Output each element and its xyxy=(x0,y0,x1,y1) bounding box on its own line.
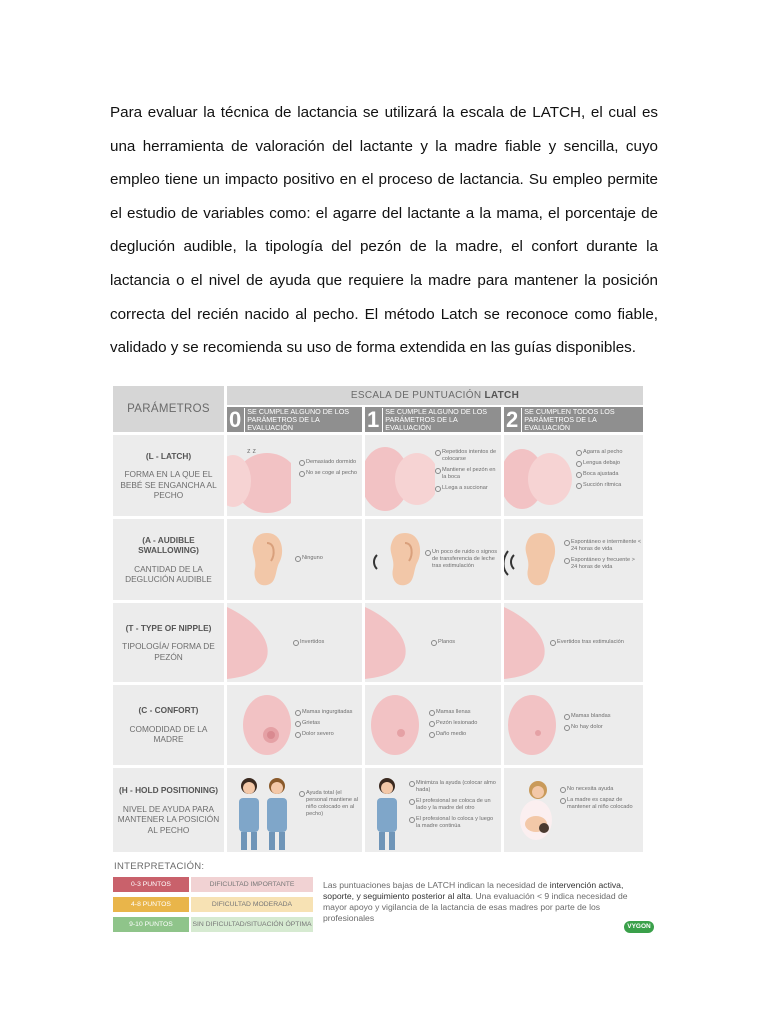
nurses-icon xyxy=(233,772,297,852)
criterion-item: Mamas ingurgitadas xyxy=(295,709,359,716)
difficulty-level: DIFICULTAD MODERADA xyxy=(191,897,313,912)
cell-hold-2 xyxy=(504,768,643,852)
ear-sound-icon xyxy=(504,529,560,589)
criterion-item: No necesita ayuda xyxy=(560,786,640,793)
criterion-item: Ninguno xyxy=(295,555,357,562)
criterion-item: Daño medio xyxy=(429,731,497,738)
row-code: (C - CONFORT) xyxy=(138,705,199,716)
points-range: 4-8 PUNTOS xyxy=(113,897,189,912)
difficulty-level: DIFICULTAD IMPORTANTE xyxy=(191,877,313,892)
breast-front-icon xyxy=(506,691,558,759)
difficulty-level: SIN DIFICULTAD/SITUACIÓN ÓPTIMA xyxy=(191,917,313,932)
brand-logo: VYGON xyxy=(624,921,654,933)
params-header: PARÁMETROS xyxy=(113,386,224,432)
criterion-item: Lengua debajo xyxy=(576,460,642,467)
breast-front-icon xyxy=(241,691,293,759)
row-code: (H - HOLD POSITIONING) xyxy=(118,785,219,795)
row-label-confort xyxy=(113,685,224,765)
criterion-item: Succión rítmica xyxy=(576,482,642,489)
intro-paragraph: Para evaluar la técnica de lactancia se utilizará la escala de LATCH, el cual es una herramienta de valoración del lactante y la madre fiable y sencilla, cuyo empleo tiene un impacto positivo en el proceso de lactancia. Su empleo permite el estudio de variables como: el agarre del lactante a la mama, el porcentaje de deglución audible, la tipología del pezón de la madre, el confort durante la lactancia o el nivel de ayuda que requiere la madre para mantener la posición correcta del recién nacido al pecho. El método Latch se reconoce como fiable, validado y se recomienda su uso de forma extendida en las guías disponibles. xyxy=(110,104,658,357)
cell-nipple-0 xyxy=(227,603,362,682)
criterion-item: Ayuda total (el personal mantiene al niño colocado en al pecho) xyxy=(299,790,359,818)
row-desc: FORMA EN LA QUE EL BEBÉ SE ENGANCHA AL PECHO xyxy=(120,469,217,500)
breast-icon xyxy=(227,607,277,679)
row-label-hold xyxy=(113,768,224,852)
score-text-line2: PARÁMETROS DE LA EVALUACIÓN xyxy=(247,414,320,432)
criterion-item: La madre es capaz de mantener al niño colocado xyxy=(560,797,640,811)
interpretation-row-2 xyxy=(113,917,313,932)
breast-baby-icon xyxy=(504,441,574,513)
nurse-icon xyxy=(369,772,405,852)
score-text xyxy=(244,408,362,432)
row-desc: NIVEL DE AYUDA PARA MANTENER LA POSICIÓN AL PECHO xyxy=(117,803,220,835)
criterion-item: Un poco de ruido o signos de transferencia de leche tras estimulación xyxy=(425,549,499,570)
criterion-item: El profesional lo coloca y luego la madre continúa xyxy=(409,816,499,830)
criterion-item: Espontáneo y frecuente > 24 horas de vida xyxy=(564,557,642,571)
ear-icon xyxy=(247,529,287,589)
criterion-item: LLega a succionar xyxy=(435,485,499,492)
criterion-item: Mamas blandas xyxy=(564,713,640,720)
criterion-item: Minimiza la ayuda (colocar almo hada) xyxy=(409,780,499,794)
row-desc: CANTIDAD DE LA DEGLUCIÓN AUDIBLE xyxy=(125,563,212,584)
breast-baby-icon xyxy=(365,441,435,513)
interpretation-row-0 xyxy=(113,877,313,892)
score-number: 0 xyxy=(229,407,242,432)
score-header-1 xyxy=(365,407,501,432)
criterion-item: Invertidos xyxy=(293,639,357,646)
interpretation-note xyxy=(323,880,653,924)
points-range: 9-10 PUNTOS xyxy=(113,917,189,932)
score-header-2 xyxy=(504,407,643,432)
cell-audible-0 xyxy=(227,519,362,600)
breast-baby-icon xyxy=(227,443,291,513)
cell-latch-1 xyxy=(365,435,501,516)
svg-text:z z: z z xyxy=(247,448,256,455)
cell-nipple-1 xyxy=(365,603,501,682)
score-text-line2: PARÁMETROS DE LA EVALUACIÓN xyxy=(524,414,597,432)
criterion-item: No hay dolor xyxy=(564,724,640,731)
score-text-line1: SE CUMPLE ALGUNO DE LOS xyxy=(385,406,488,416)
interpretation-title: INTERPRETACIÓN: xyxy=(114,861,205,872)
cell-audible-2 xyxy=(504,519,643,600)
row-label-nipple xyxy=(113,603,224,682)
row-label-latch xyxy=(113,435,224,516)
criterion-item: El profesional se coloca de un lado y la madre del otro xyxy=(409,798,499,812)
criterion-item: Mantiene el pezón en la boca xyxy=(435,467,499,481)
row-label-audible xyxy=(113,519,224,600)
cell-audible-1 xyxy=(365,519,501,600)
row-code: (T - TYPE OF NIPPLE) xyxy=(125,622,212,633)
cell-confort-0 xyxy=(227,685,362,765)
score-text-line1: SE CUMPLE ALGUNO DE LOS xyxy=(247,406,350,416)
score-number: 2 xyxy=(506,407,519,432)
score-number: 1 xyxy=(367,407,380,432)
criterion-item: Dolor severo xyxy=(295,731,359,738)
scale-title xyxy=(227,386,643,405)
row-desc: COMODIDAD DE LA MADRE xyxy=(129,723,208,745)
row-desc: TIPOLOGÍA/ FORMA DE PEZÓN xyxy=(122,641,215,662)
score-text-line1: SE CUMPLEN TODOS LOS xyxy=(524,406,615,416)
cell-latch-2 xyxy=(504,435,643,516)
criterion-item: Mamas llenas xyxy=(429,709,497,716)
cell-latch-0 xyxy=(227,435,362,516)
note-part2: intervención activa, soporte, y seguimiento posterior al alta xyxy=(323,880,624,901)
ear-sound-icon xyxy=(369,529,425,589)
cell-nipple-2 xyxy=(504,603,643,682)
score-text-line2: PARÁMETROS DE LA EVALUACIÓN xyxy=(385,414,458,432)
score-text xyxy=(521,408,643,432)
criterion-item: No se coge al pecho xyxy=(299,470,359,477)
latch-scale-infographic xyxy=(113,386,651,936)
criterion-item: Planos xyxy=(431,639,495,646)
mother-baby-icon xyxy=(514,776,558,848)
points-range: 0-3 PUNTOS xyxy=(113,877,189,892)
criterion-item: Pezón lesionado xyxy=(429,720,497,727)
scale-title-prefix: ESCALA DE PUNTUACIÓN xyxy=(350,390,485,401)
criterion-item: Evertidos tras estimulación xyxy=(550,639,640,646)
cell-hold-0 xyxy=(227,768,362,852)
breast-front-icon xyxy=(369,691,421,759)
score-header-0 xyxy=(227,407,362,432)
row-code: (A - AUDIBLE SWALLOWING) xyxy=(138,534,199,555)
criterion-item: Demasiado dormido xyxy=(299,459,359,466)
criterion-item: Espontáneo e intermitente < 24 horas de vida xyxy=(564,539,642,553)
note-part1: Las puntuaciones bajas de LATCH indican la necesidad de xyxy=(323,880,550,890)
breast-icon xyxy=(365,607,415,679)
breast-icon xyxy=(504,607,554,679)
scale-title-bold: LATCH xyxy=(484,390,520,401)
criterion-item: Boca ajustada xyxy=(576,471,642,478)
cell-hold-1 xyxy=(365,768,501,852)
row-code: (L - LATCH) xyxy=(145,450,192,461)
cell-confort-1 xyxy=(365,685,501,765)
cell-confort-2 xyxy=(504,685,643,765)
criterion-item: Grietas xyxy=(295,720,359,727)
score-text xyxy=(382,408,501,432)
interpretation-row-1 xyxy=(113,897,313,912)
criterion-item: Repetidos intentos de colocarse xyxy=(435,449,499,463)
criterion-item: Agarra al pecho xyxy=(576,449,642,456)
note-part3: . Una evaluación < 9 indica necesidad de mayor apoyo y vigilancia de la lactancia de esas madres por parte de los profesionales xyxy=(323,891,628,923)
